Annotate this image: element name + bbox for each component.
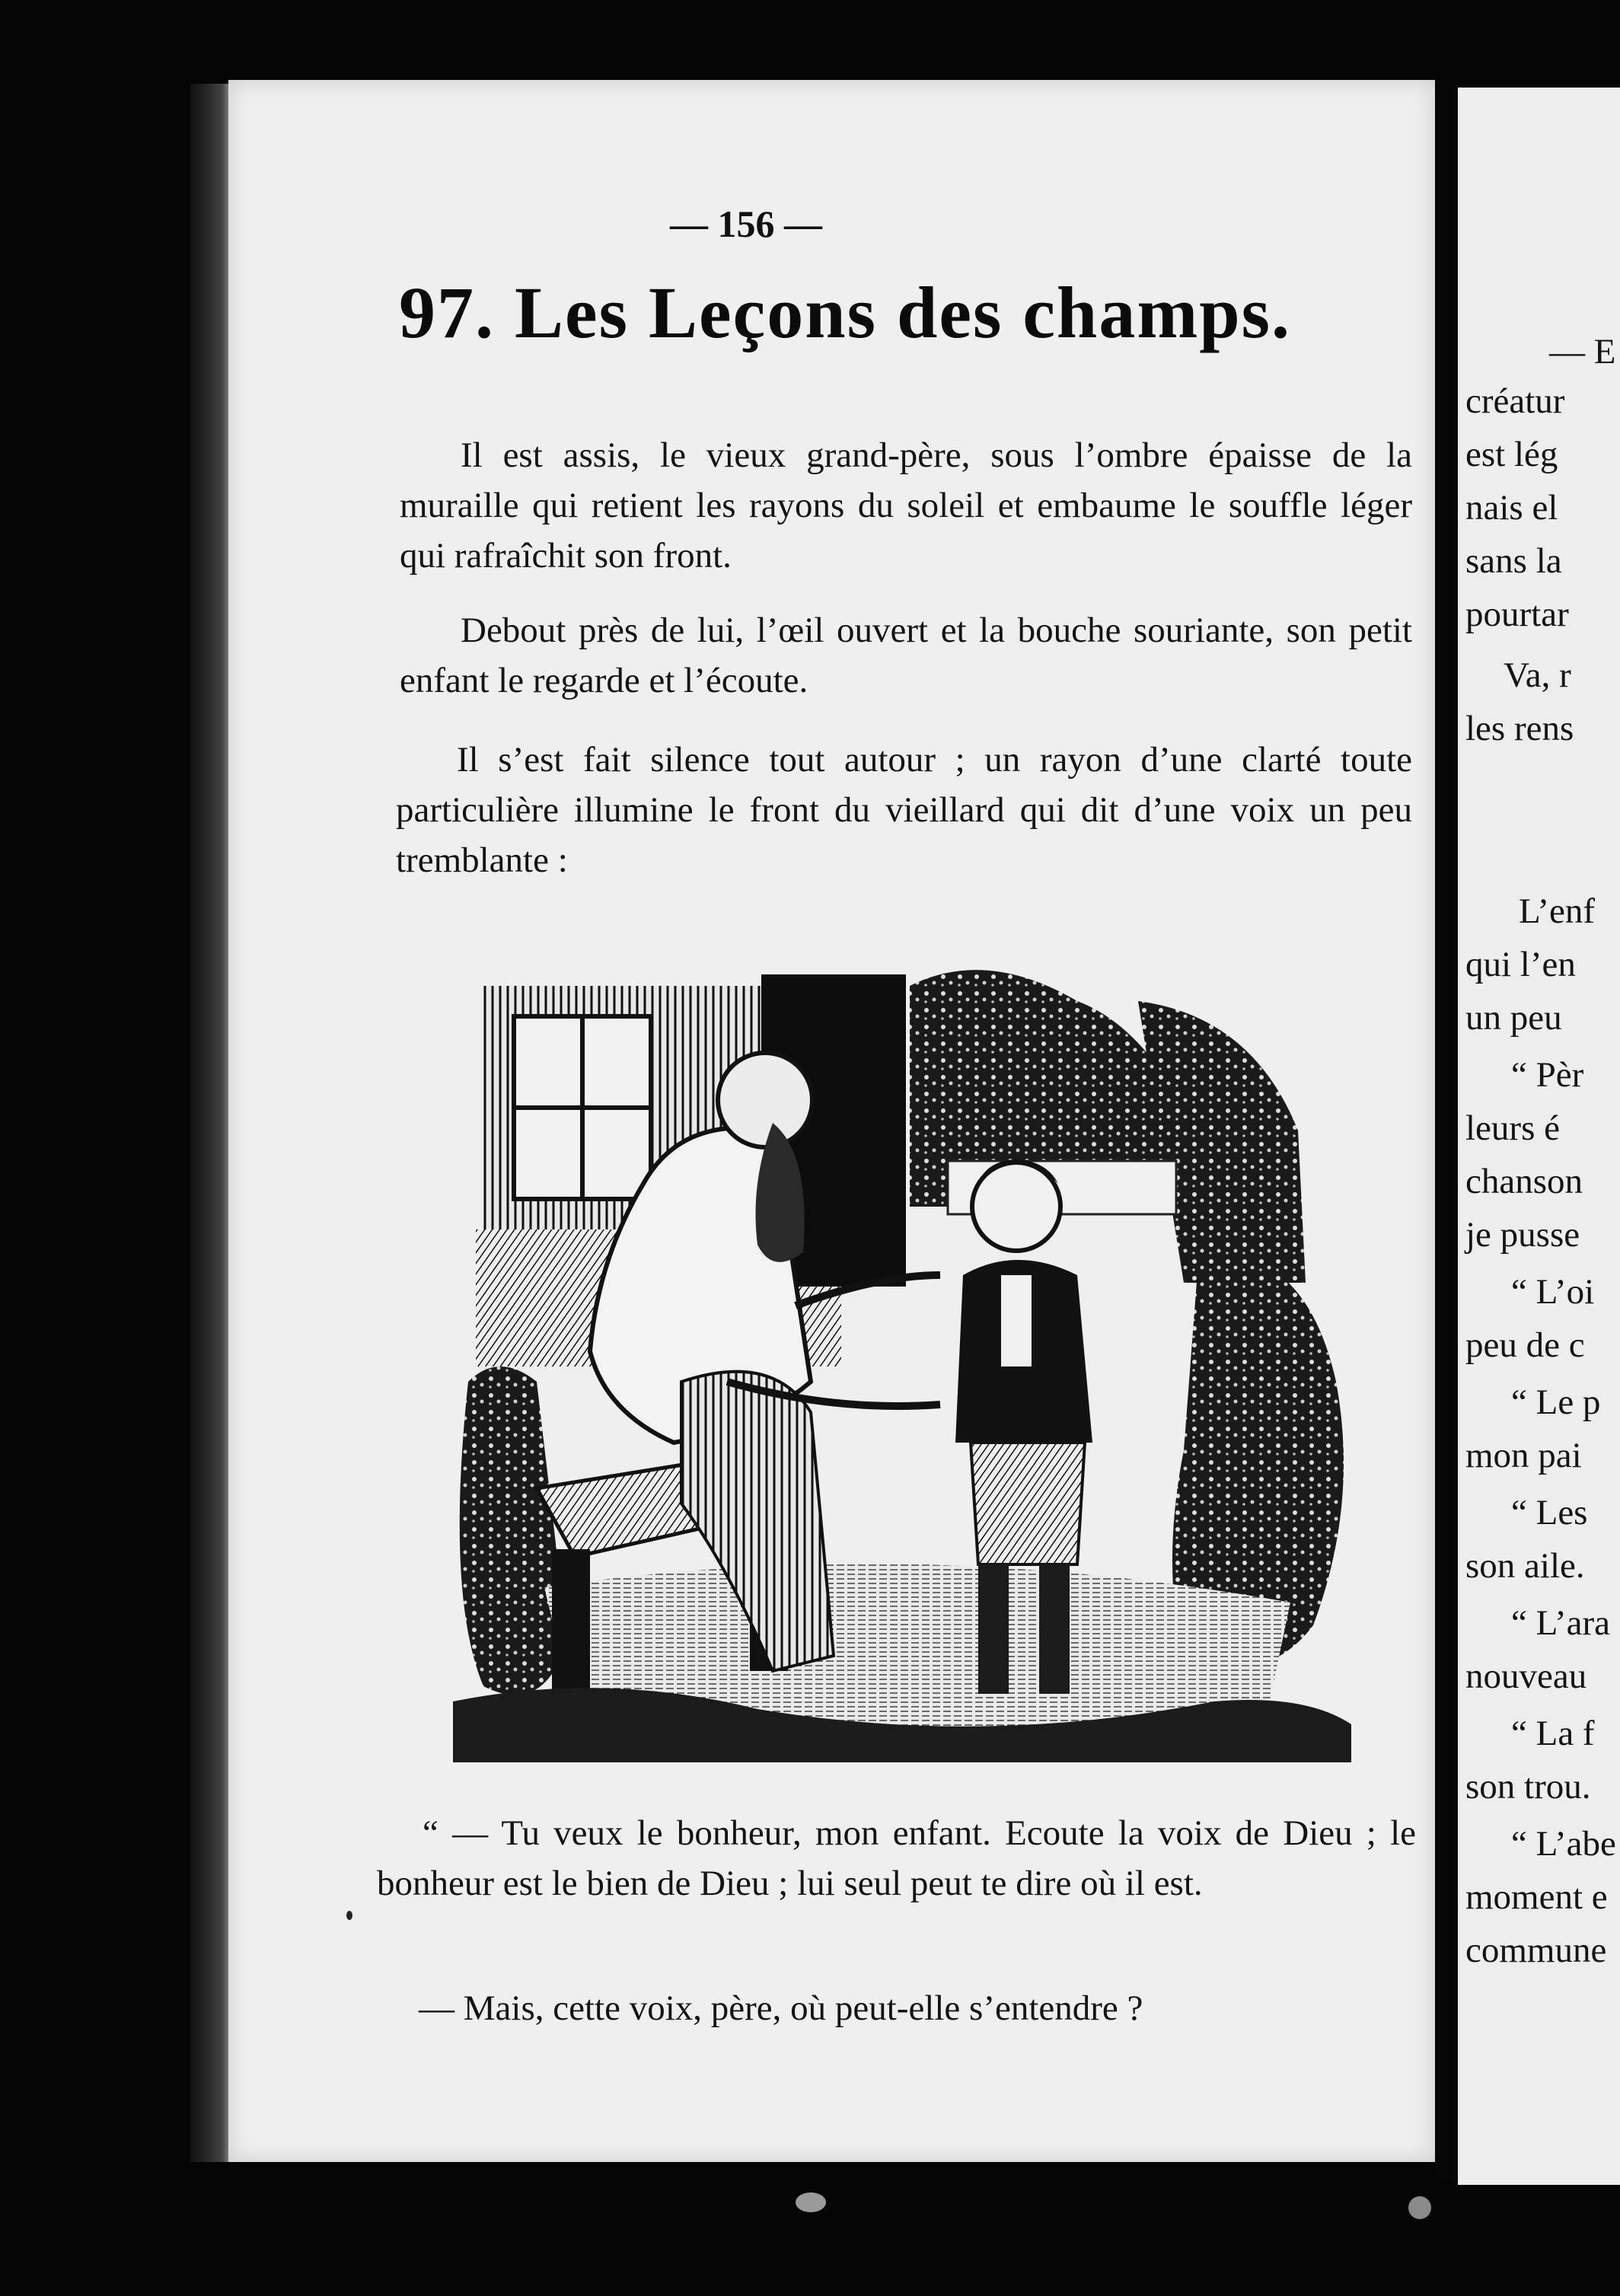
facing-line: qui l’en	[1465, 945, 1576, 984]
facing-line: Va, r	[1504, 655, 1571, 695]
facing-line: son trou.	[1465, 1767, 1591, 1807]
facing-line: nouveau	[1465, 1657, 1587, 1696]
facing-line: commune	[1465, 1931, 1607, 1970]
paragraph-5: — Mais, cette voix, père, où peut-elle s’entendre ?	[419, 1988, 1143, 2028]
book-page	[228, 80, 1435, 2162]
paragraph-3: Il s’est fait silence tout autour ; un rayon d’une clarté toute particulière illumine le front du vieillard qui dit d’une voix un peu tremblante :	[396, 740, 1412, 880]
page-number: — 156 —	[670, 202, 822, 245]
facing-line: créatur	[1465, 381, 1565, 421]
facing-line: “ La f	[1511, 1714, 1595, 1753]
facing-line: un peu	[1465, 998, 1562, 1038]
facing-line: nais el	[1465, 488, 1558, 528]
facing-line: son aile.	[1465, 1546, 1585, 1586]
facing-line: les rens	[1465, 709, 1574, 748]
scan-blot	[796, 2192, 826, 2212]
paragraph-4: “ — Tu veux le bonheur, mon enfant. Ecoute la voix de Dieu ; le bonheur est le bien de Dieu ; lui seul peut te dire où il est.	[377, 1813, 1416, 1903]
facing-line: “ L’ara	[1511, 1603, 1611, 1643]
facing-line: “ L’oi	[1511, 1272, 1595, 1312]
facing-line: L’enf	[1519, 891, 1596, 931]
chapter-title: 97. Les Leçons des champs.	[398, 272, 1292, 353]
facing-line: sans la	[1465, 541, 1562, 581]
engraving-illustration	[453, 955, 1366, 1800]
paragraph-2: Debout près de lui, l’œil ouvert et la bouche souriante, son petit enfant le regarde et l’écoute.	[400, 611, 1412, 700]
paragraph-1: Il est assis, le vieux grand-père, sous l’ombre épaisse de la muraille qui retient les rayons du soleil et embaume le souffle léger qui rafraîchit son front.	[400, 435, 1412, 576]
page-gutter	[1435, 80, 1459, 2181]
facing-line: mon pai	[1465, 1436, 1582, 1475]
facing-line: je pusse	[1465, 1215, 1580, 1255]
facing-line: “ Les	[1511, 1493, 1588, 1532]
facing-line: “ L’abe	[1511, 1824, 1616, 1864]
left-bush	[460, 1366, 567, 1695]
facing-line: pourtar	[1465, 595, 1569, 634]
facing-line: “ Pèr	[1511, 1055, 1584, 1095]
trees-background	[910, 970, 1306, 1283]
facing-line: peu de c	[1465, 1325, 1585, 1365]
facing-page	[1458, 88, 1620, 2185]
facing-line: est lég	[1465, 435, 1558, 474]
print-speck	[346, 1911, 352, 1920]
scan-blot	[1408, 2196, 1431, 2219]
facing-line: “ Le p	[1511, 1382, 1601, 1422]
facing-line: leurs é	[1465, 1108, 1560, 1148]
facing-line: moment e	[1465, 1877, 1608, 1917]
facing-line: chanson	[1465, 1162, 1583, 1201]
facing-line: — E	[1549, 332, 1616, 372]
